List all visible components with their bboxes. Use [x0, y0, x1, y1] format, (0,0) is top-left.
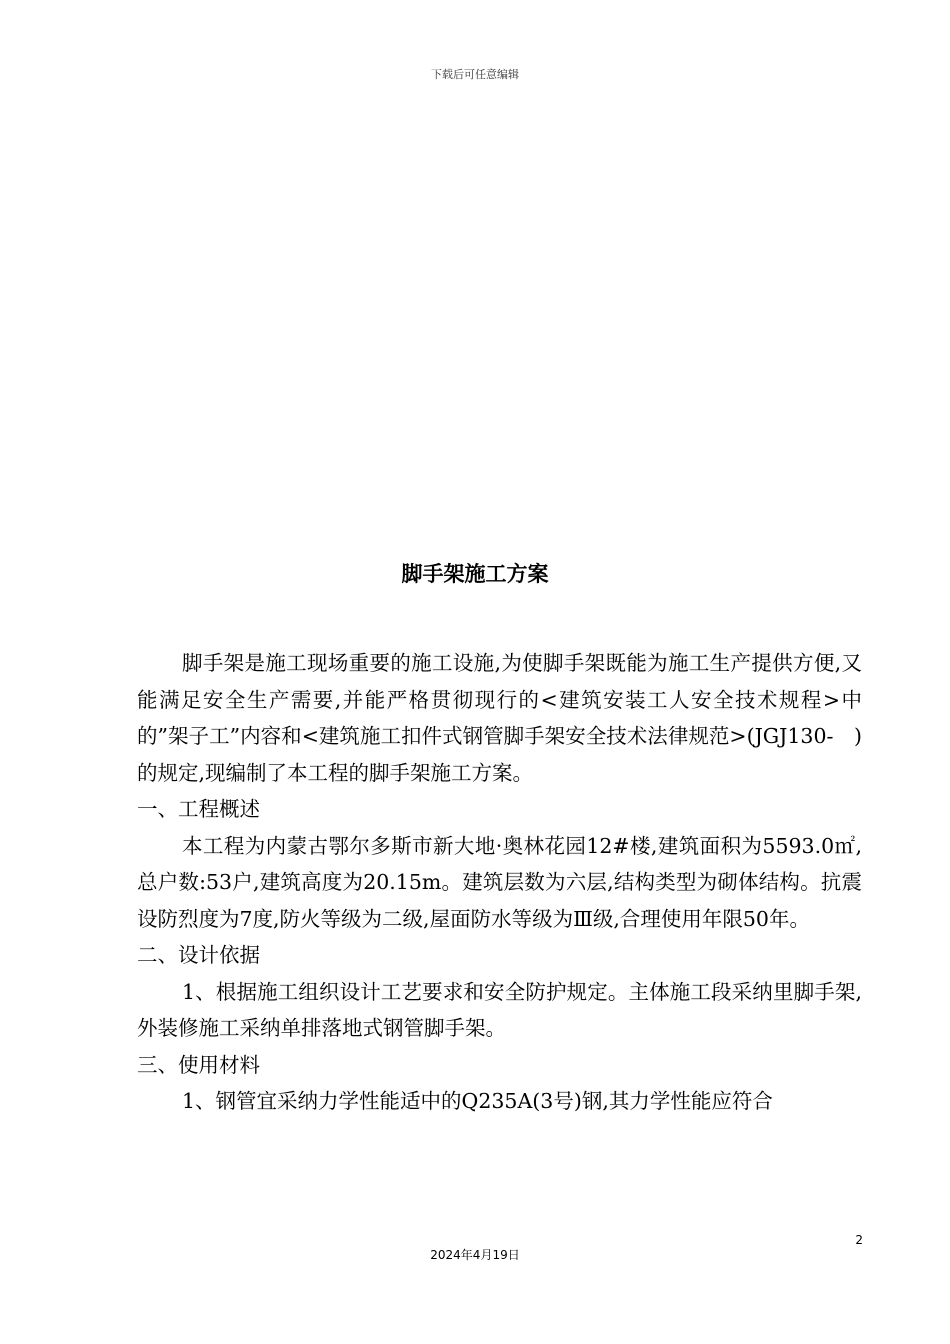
- section-heading-overview: 一、工程概述: [137, 797, 260, 821]
- document-title: 脚手架施工方案: [401, 562, 549, 586]
- design-basis-paragraph: 1、根据施工组织设计工艺要求和安全防护规定。主体施工段采纳里脚手架,外装修施工采纳单排落地式钢管脚手架。: [137, 979, 862, 1040]
- overview-paragraph: 本工程为内蒙古鄂尔多斯市新大地·奥林花园12#楼,建筑面积为5593.0㎡,总户数:53户,建筑高度为20.15m。建筑层数为六层,结构类型为砌体结构。抗震设防烈度为7度,防火等级为二级,屋面防水等级为Ⅲ级,合理使用年限50年。: [137, 833, 862, 931]
- header-note: 下载后可任意编辑: [431, 68, 519, 81]
- section-heading-materials: 三、使用材料: [137, 1052, 260, 1077]
- page-number: 2: [855, 1233, 863, 1247]
- materials-paragraph: 1、钢管宜采纳力学性能适中的Q235A(3号)钢,其力学性能应符合: [182, 1089, 773, 1113]
- footer-date: 2024年4月19日: [430, 1248, 520, 1262]
- intro-paragraph: 脚手架是施工现场重要的施工设施,为使脚手架既能为施工生产提供方便,又能满足安全生产需要,并能严格贯彻现行的<建筑安装工人安全技术规程>中的”架子工”内容和<建筑施工扣件式钢管脚手架安全技术法律规范>(JGJ130- )的规定,现编制了本工程的脚手架施工方案。: [137, 651, 862, 785]
- section-heading-design-basis: 二、设计依据: [137, 943, 260, 967]
- document-body: [137, 645, 862, 1120]
